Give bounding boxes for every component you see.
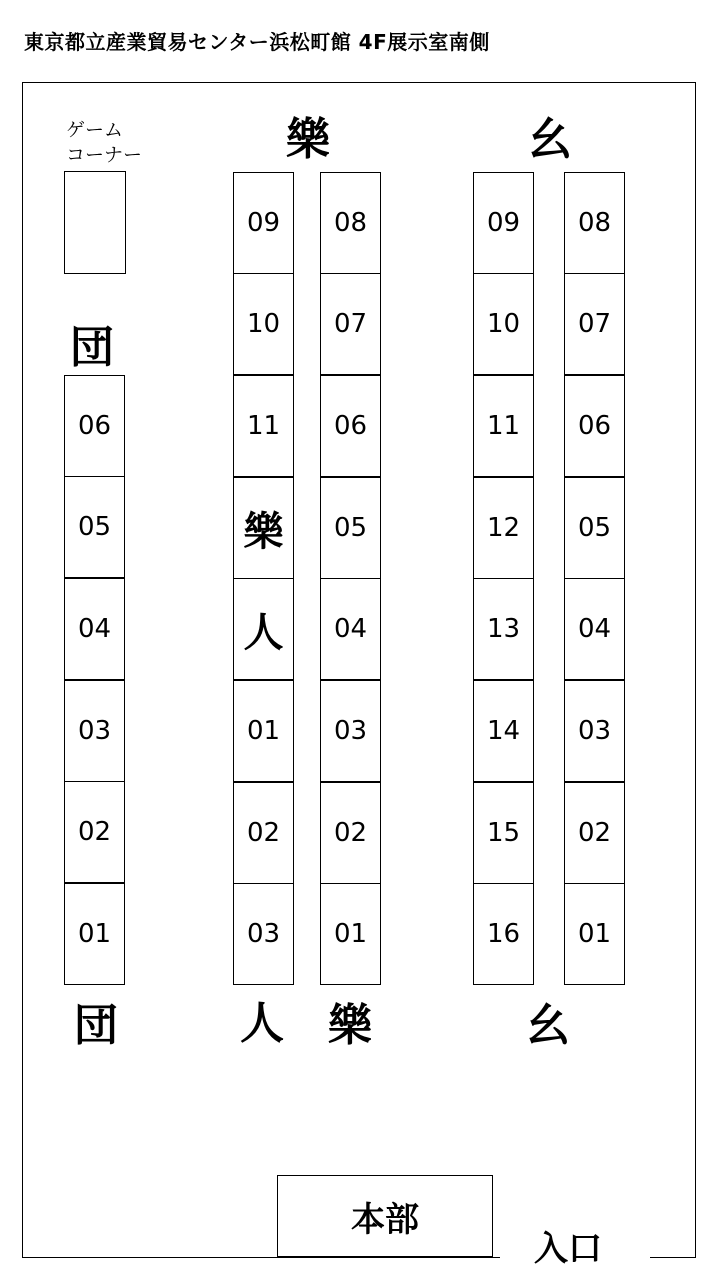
booth-cell: 15 (473, 782, 534, 884)
booth-cell: 06 (564, 375, 625, 477)
booth-cell: 01 (564, 883, 625, 985)
booth-cell: 11 (233, 375, 294, 477)
group-label-yo-top: 幺 (528, 114, 572, 165)
booth-cell-label: 樂 (233, 477, 294, 579)
booth-cell: 08 (320, 172, 381, 274)
booth-cell: 03 (564, 680, 625, 782)
booth-cell: 01 (233, 680, 294, 782)
booth-cell: 02 (64, 781, 125, 883)
booth-cell: 03 (320, 680, 381, 782)
game-corner-line1: ゲーム (66, 119, 124, 141)
booth-cell-label: 人 (233, 578, 294, 680)
booth-cell: 08 (564, 172, 625, 274)
booth-cell: 04 (320, 578, 381, 680)
booth-cell: 11 (473, 375, 534, 477)
headquarters-booth: 本部 (277, 1175, 493, 1257)
group-label-dan-top: 団 (70, 322, 114, 373)
booth-cell: 14 (473, 680, 534, 782)
booth-cell: 02 (320, 782, 381, 884)
group-label-raku-bottom: 樂 (328, 1000, 372, 1051)
page-title: 東京都立産業貿易センター浜松町館 4F展示室南側 (24, 30, 490, 54)
booth-cell: 01 (320, 883, 381, 985)
booth-cell: 03 (233, 883, 294, 985)
booth-cell: 02 (564, 782, 625, 884)
group-label-jin-bottom: 人 (240, 998, 284, 1049)
booth-cell: 09 (473, 172, 534, 274)
group-label-raku-top: 樂 (286, 114, 330, 165)
booth-cell: 10 (233, 273, 294, 375)
booth-cell: 09 (233, 172, 294, 274)
booth-cell: 06 (320, 375, 381, 477)
booth-cell: 04 (564, 578, 625, 680)
booth-cell: 07 (320, 273, 381, 375)
booth-cell: 07 (564, 273, 625, 375)
booth-cell: 16 (473, 883, 534, 985)
game-corner-label (66, 118, 142, 168)
booth-cell: 02 (233, 782, 294, 884)
booth-cell: 12 (473, 477, 534, 579)
booth-cell: 10 (473, 273, 534, 375)
group-label-yo-bottom: 幺 (526, 1000, 570, 1051)
game-corner-area (64, 171, 126, 274)
booth-cell: 05 (564, 477, 625, 579)
booth-cell: 03 (64, 680, 125, 782)
booth-cell: 01 (64, 883, 125, 985)
booth-cell: 13 (473, 578, 534, 680)
game-corner-line2: コーナー (66, 144, 143, 166)
booth-cell: 05 (320, 477, 381, 579)
booth-cell: 06 (64, 375, 125, 477)
group-label-dan-bottom: 団 (74, 1000, 118, 1051)
booth-cell: 05 (64, 476, 125, 578)
entrance-label: 入口 (534, 1229, 602, 1269)
booth-cell: 04 (64, 578, 125, 680)
